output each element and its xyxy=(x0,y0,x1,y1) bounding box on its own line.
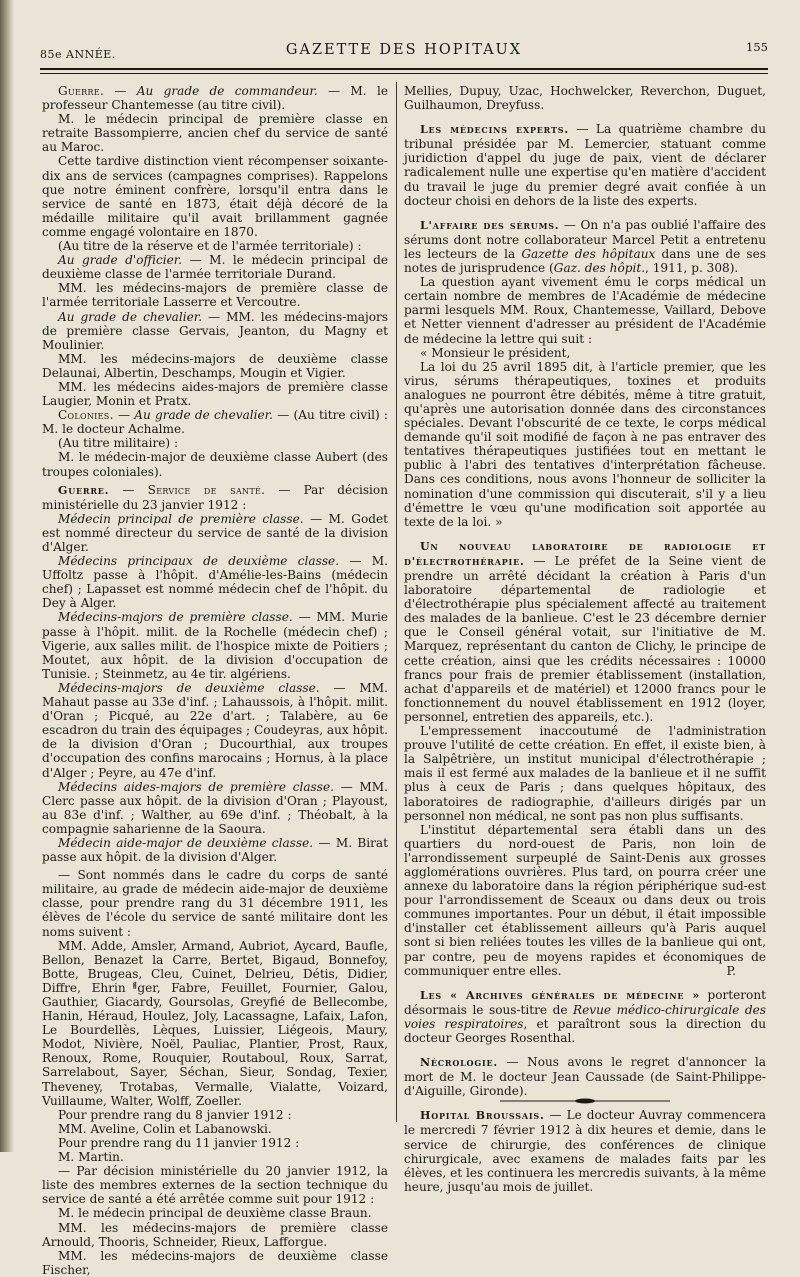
paragraph: Au grade d'officier. — M. le médecin principal de deuxième classe de l'armée territoriale Durand. xyxy=(42,253,388,282)
paragraph: MM. Adde, Amsler, Armand, Aubriot, Aycard, Baufle, Bellon, Benazet la Carre, Bertet, Bigaud, Bonnefoy, Botte, Brugeas, Cleu, Cuinet, Delrieu, Détis, Didier, Diffre, Ehrinퟀger, Fabre, Feuillet, Fournier, Galou, Gauthier, Giacardy, Goursolas, Greyfié de Bellecombe, Hanin, Héraud, Houlez, Joly, Lacassagne, Lafaix, Lafon, Le Bourdellès, Lèques, Luissier, Liégeois, Maury, Modot, Nivière, Noël, Pauliac, Plantier, Prost, Raux, Renoux, Rome, Rouquier, Routaboul, Roux, Sarrat, Sarrelabout, Sayer, Séchan, Sieur, Sondag, Texier, Theveney, Trotabas, Vermalle, Vialatte, Voizard, Vuillaume, Walter, Wolff, Zoeller. xyxy=(42,938,388,1108)
end-ornament xyxy=(500,1097,670,1105)
page-binding-shadow xyxy=(0,0,14,1152)
news-item-necrologie: Nécrologie. — Nous avons le regret d'annoncer la mort de M. le docteur Jean Caussade (de Saint-Philippe-d'Aiguille, Gironde). xyxy=(404,1055,766,1099)
paragraph: Colonies. — Au grade de chevalier. — (Au titre civil) : M. le docteur Achalme. xyxy=(42,408,388,437)
journal-title: GAZETTE DES HOPITAUX xyxy=(285,42,523,58)
page-number: 155 xyxy=(746,40,768,54)
paragraph: MM. les médecins-majors de première classe de l'armée territoriale Lasserre et Vercoutre. xyxy=(42,281,388,310)
paragraph: M. le médecin-major de deuxième classe Aubert (des troupes coloniales). xyxy=(42,450,388,479)
paragraph: Cette tardive distinction vient récompenser soixante-dix ans de services (campagnes comprises). Rappelons que notre éminent confrère, lorsqu'il entra dans le service de santé en 1873, était déjà décoré de la médaille militaire qu'il avait brillamment gagnée comme engagé volontaire en 1870. xyxy=(42,154,388,239)
paragraph: M. Martin. xyxy=(58,1150,124,1165)
paragraph: La loi du 25 avril 1895 dit, à l'article premier, que les virus, sérums thérapeutiques, toxines et produits analogues ne pourront être débités, même à titre gratuit, qu'après une autorisation donnée dans des circonstances spéciales. Devant l'obscurité de ce texte, le corps médical demande qu'il soit modifié de façon à ne pas entraver des tentatives thérapeutiques justifiées tout en mettant le public à l'abri des tentatives d'interprétation fâcheuse. Dans ces conditions, nous avons l'honneur de solliciter la nomination d'une commission qui discuterait, s'il y a lieu d'émettre le vœu qu'une modification soit apportée au texte de la loi. » xyxy=(404,359,766,529)
paragraph: Médecin aide-major de deuxième classe. — M. Birat passe aux hôpit. de la division d'Alger. xyxy=(42,835,388,865)
paragraph: (Au titre militaire) : xyxy=(58,436,179,451)
paragraph: Au grade de chevalier. — MM. les médecins-majors de première classe Gervais, Jeanton, du Magny et Moulinier. xyxy=(42,309,388,352)
news-item-broussais: Hopital Broussais. — Le docteur Auvray commencera le mercredi 7 février 1912 à dix heures et demie, dans le service de chirurgie, des conférences de clinique chirurgicale, avec examens de malades faits par les élèves, et les continuera les mercredis suivants, à la même heure, jusqu'au mois de juillet. xyxy=(404,1108,767,1194)
running-head xyxy=(40,38,768,68)
paragraph: MM. les médecins aides-majors de première classe Laugier, Monin et Pratx. xyxy=(42,379,388,409)
paragraph: M. le médecin principal de deuxième classe Braun. xyxy=(58,1206,372,1221)
column-divider xyxy=(396,82,397,1122)
paragraph: Pour prendre rang du 8 janvier 1912 : xyxy=(58,1107,292,1122)
paragraph: MM. Aveline, Colin et Labanowski. xyxy=(58,1121,272,1136)
news-item-serums: L'affaire des sérums. — On n'a pas oublié l'affaire des sérums dont notre collaborateur Marcel Petit a entretenu les lecteurs de la Gazette des hôpitaux dans une de ses notes de jurisprudence (Gaz. des hôpit., 1911, p. 308). xyxy=(404,217,766,276)
news-item-radiologie: Un nouveau laboratoire de radiologie et d'électrothérapie. — Le préfet de la Seine vient de prendre un arrêté décidant la création à Paris d'un laboratoire départemental de radiologie et d'électrothérapie plus spécialement affecté au traitement des malades de la banlieue. C'est le 23 décembre dernier que le Conseil général votait, sur l'initiative de M. Marquez, représentant du canton de Clichy, le principe de cette création, ainsi que les crédits nécessaires : 10000 francs pour frais de premier établissement (installation, achat d'appareils et de matériel) et 12000 francs pour le fonctionnement du nouvel établissement en 1912 (loyer, personnel, entretien des appareils, etc.). xyxy=(404,539,766,724)
news-item-archives: Les « Archives générales de médecine » porteront désormais le sous-titre de Revue médico-chirurgicale des voies respiratoires, et paraîtront sous la direction du docteur Georges Rosenthal. xyxy=(404,987,766,1045)
paragraph: Médecins principaux de deuxième classe. — M. Uffoltz passe à l'hôpit. d'Amélie-les-Bains (médecin chef) ; Lapasset est nommé médecin chef de l'hôpit. du Dey à Alger. xyxy=(42,554,388,611)
paragraph: — Sont nommés dans le cadre du corps de santé militaire, au grade de médecin aide-major de deuxième classe, pour prendre rang du 31 décembre 1911, les élèves de l'école du service de santé militaire dont les noms suivent : xyxy=(42,868,388,939)
paragraph: Guerre. — Au grade de commandeur. — M. le professeur Chantemesse (au titre civil). xyxy=(42,84,388,113)
paragraph: « Monsieur le président, xyxy=(420,345,571,360)
paragraph: MM. les médecins-majors de première classe Arnould, Thooris, Schneider, Rieux, Lafforgue. xyxy=(42,1220,388,1249)
header-rule-thick xyxy=(40,68,768,70)
paragraph: Pour prendre rang du 11 janvier 1912 : xyxy=(58,1135,300,1150)
paragraph: Médecins-majors de première classe. — MM. Murie passe à l'hôpit. milit. de la Rochelle (médecin chef) ; Vigerie, aux salles milit. de l'hospice mixte de Poitiers ; Moutet, aux hôpit. de la division d'occupation de Tunisie. ; Steinmetz, au 4e tir. algériens. xyxy=(42,610,389,681)
paragraph: Guerre. — Service de santé. — Par décision ministérielle du 23 janvier 1912 : xyxy=(42,482,388,512)
paragraph: (Au titre de la réserve et de l'armée territoriale) : xyxy=(58,239,362,254)
paragraph: Mellies, Dupuy, Uzac, Hochwelcker, Reverchon, Duguet, Guilhaumon, Dreyfuss. xyxy=(404,84,766,113)
issue-number: 85e ANNÉE. xyxy=(40,48,116,61)
paragraph: L'institut départemental sera établi dans un des quartiers du nord-ouest de Paris, non loin de l'arrondissement surpeuplé de Saint-Denis aux grosses agglomérations ouvrières. Plus tard, on pourra créer une annexe du laboratoire dans la région périphérique sud-est pour l'arrondissement de Sceaux ou dans deux ou trois communes importantes. Pour un début, il était impossible d'installer cet établissement ailleurs qu'à Paris auquel sont si bien reliées toutes les villes de la banlieue qui ont, par contre, peu de moyens rapides et économiques de communiquer entre elles. P. xyxy=(404,822,766,978)
right-column xyxy=(404,84,766,1194)
paragraph: Médecin principal de première classe. — M. Godet est nommé directeur du service de santé de la division d'Alger. xyxy=(42,511,388,554)
paragraph: M. le médecin principal de première classe en retraite Bassompierre, ancien chef du service de santé au Maroc. xyxy=(42,112,388,155)
paragraph: MM. les médecins-majors de deuxième classe Fischer, xyxy=(42,1248,388,1277)
paragraph: La question ayant vivement ému le corps médical un certain nombre de membres de l'Académie de médecine parmi lesquels MM. Roux, Chantemesse, Vaillard, Debove et Netter viennent d'adresser au président de l'Académie de médecine la lettre qui suit : xyxy=(404,275,766,346)
left-column xyxy=(42,84,388,1277)
header-rule-thin xyxy=(40,73,768,74)
paragraph: MM. les médecins-majors de deuxième classe Delaunai, Albertin, Deschamps, Mougin et Vigier. xyxy=(42,351,388,380)
paragraph: L'empressement inaccoutumé de l'administration prouve l'utilité de cette création. En effet, il existe bien, à la Salpêtrière, un institut municipal d'électrothérapie ; mais il est fermé aux malades de la banlieue et il ne suffit plus à ceux de Paris ; dans quelques hôpitaux, des laboratoires de radiographie, d'ailleurs dirigés par un personnel non médical, ne sont pas non plus suffisants. xyxy=(404,724,766,823)
paragraph: Médecins-majors de deuxième classe. — MM. Mahaut passe au 33e d'inf. ; Lahaussois, à l'hôpit. milit. d'Oran ; Picqué, au 22e d'art. ; Talabère, au 6e escadron du train des équipages ; Coudeyras, aux hôpit. de la division d'Oran ; Ducourthial, aux troupes d'occupation des confins marocains ; Hornus, à la place d'Alger ; Peyre, au 47e d'inf. xyxy=(42,680,388,780)
signature: P. xyxy=(726,963,736,978)
paragraph: Médecins aides-majors de première classe. — MM. Clerc passe aux hôpit. de la division d'Oran ; Playoust, au 83e d'inf. ; Walther, au 69e d'inf. ; Théobalt, à la compagnie saharienne de la Saoura. xyxy=(42,779,388,836)
news-item-experts: Les médecins experts. — La quatrième chambre du tribunal présidée par M. Lemercier, statuant comme juridiction d'appel du juge de paix, vient de déclarer radicalement nulle une expertise qu'en matière d'accident du travail le juge du premier degré avait confiée à un docteur choisi en dehors de la liste des experts. xyxy=(404,122,766,208)
paragraph: — Par décision ministérielle du 20 janvier 1912, la liste des membres externes de la section technique du service de santé a été arrêtée comme suit pour 1912 : xyxy=(42,1164,388,1207)
